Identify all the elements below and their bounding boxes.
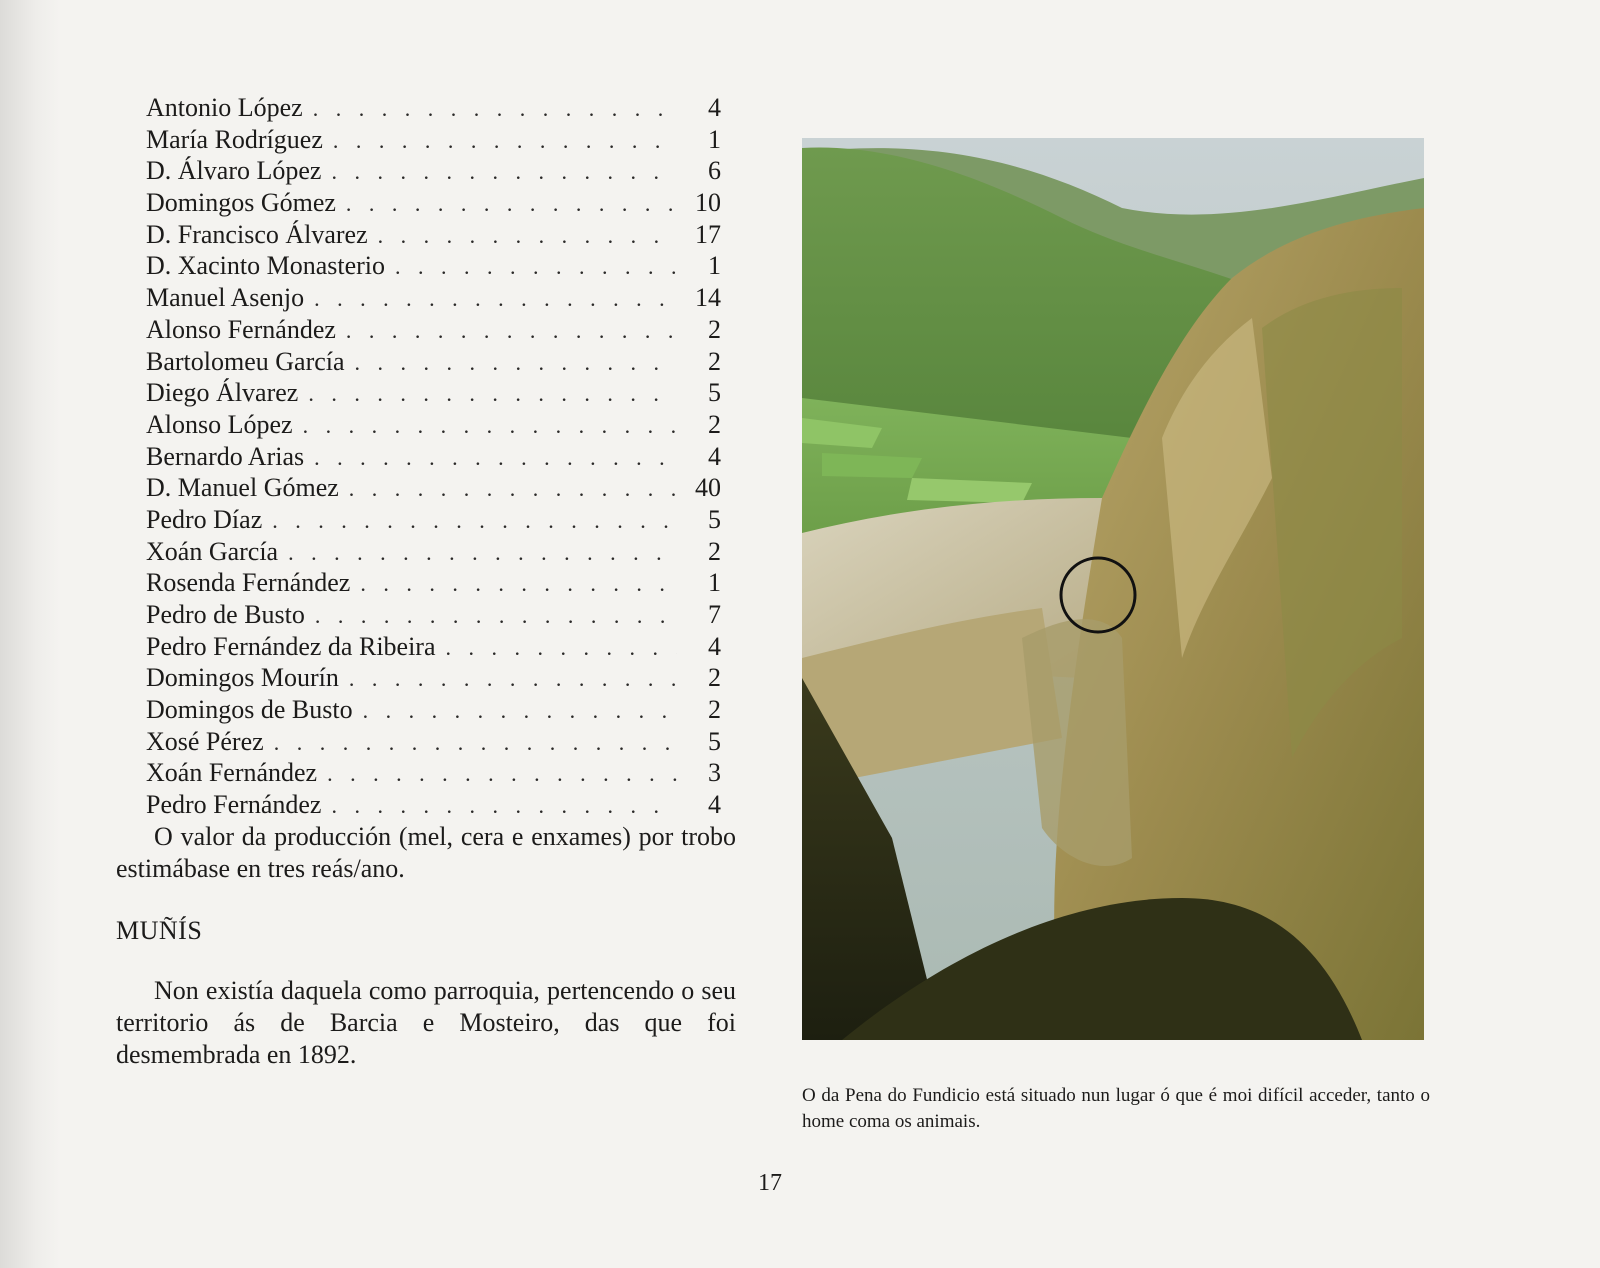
dot-leader bbox=[272, 505, 677, 537]
owner-name: D. Manuel Gómez bbox=[146, 473, 339, 503]
dot-leader bbox=[346, 315, 677, 347]
page-number: 17 bbox=[758, 1170, 782, 1196]
owner-name: Alonso López bbox=[146, 409, 293, 439]
dot-leader bbox=[331, 156, 677, 188]
dot-leader bbox=[314, 442, 677, 474]
hive-count: 2 bbox=[708, 314, 721, 344]
ledger-row bbox=[146, 314, 721, 346]
dot-leader bbox=[327, 758, 677, 790]
owner-name: Pedro Díaz bbox=[146, 504, 263, 534]
dot-leader bbox=[331, 790, 677, 822]
ledger-row bbox=[146, 124, 721, 156]
ledger-row bbox=[146, 631, 721, 663]
landscape-photo bbox=[802, 138, 1424, 1040]
owner-name: María Rodríguez bbox=[146, 124, 323, 154]
ledger-row bbox=[146, 694, 721, 726]
hive-count: 6 bbox=[708, 156, 721, 186]
ledger-row bbox=[146, 726, 721, 758]
dot-leader bbox=[308, 378, 677, 410]
owner-name: Xoán García bbox=[146, 536, 279, 566]
hive-count: 3 bbox=[708, 758, 721, 788]
dot-leader bbox=[360, 568, 677, 600]
hive-count: 2 bbox=[708, 346, 721, 376]
page-gutter-shadow bbox=[0, 0, 60, 1268]
owner-name: Domingos Gómez bbox=[146, 188, 336, 218]
ledger-row bbox=[146, 187, 721, 219]
hive-count: 14 bbox=[695, 283, 721, 313]
photo-caption: O da Pena do Fundicio está situado nun lugar ó que é moi difícil acceder, tanto o home coma os animais. bbox=[802, 1085, 1430, 1132]
owner-name: Diego Álvarez bbox=[146, 378, 299, 408]
owner-name: Pedro Fernández da Ribeira bbox=[146, 631, 436, 661]
dot-leader bbox=[378, 220, 677, 252]
ledger-row bbox=[146, 757, 721, 789]
ledger-row bbox=[146, 441, 721, 473]
dot-leader bbox=[446, 632, 677, 664]
dot-leader bbox=[288, 537, 677, 569]
owner-name: Domingos de Busto bbox=[146, 695, 353, 725]
ledger-row bbox=[146, 250, 721, 282]
dot-leader bbox=[303, 410, 677, 442]
left-text-column bbox=[116, 92, 736, 1071]
owner-name: Pedro Fernández bbox=[146, 790, 322, 820]
owner-name: Rosenda Fernández bbox=[146, 568, 351, 598]
ledger-row bbox=[146, 536, 721, 568]
hive-count: 5 bbox=[708, 504, 721, 534]
owner-name: Bernardo Arias bbox=[146, 441, 305, 471]
dot-leader bbox=[363, 695, 677, 727]
owner-name: Pedro de Busto bbox=[146, 600, 305, 629]
hive-count: 10 bbox=[695, 188, 721, 218]
owner-name: D. Xacinto Monasterio bbox=[146, 251, 386, 281]
dot-leader bbox=[346, 188, 677, 220]
owner-name: Manuel Asenjo bbox=[146, 283, 305, 313]
ledger-row bbox=[146, 789, 721, 821]
ledger-row bbox=[146, 346, 721, 378]
hive-count: 2 bbox=[708, 695, 721, 725]
hive-count: 4 bbox=[708, 441, 721, 471]
ledger-row bbox=[146, 662, 721, 694]
ledger-row bbox=[146, 377, 721, 409]
dot-leader bbox=[313, 93, 677, 125]
hive-count: 4 bbox=[708, 93, 721, 122]
ledger-row bbox=[146, 92, 721, 124]
dot-leader bbox=[349, 663, 677, 695]
hive-count: 7 bbox=[708, 600, 721, 629]
ledger-row bbox=[146, 219, 721, 251]
owner-name: Domingos Mourín bbox=[146, 663, 339, 693]
hive-count: 5 bbox=[708, 378, 721, 408]
hive-count: 5 bbox=[708, 726, 721, 756]
hive-count: 2 bbox=[708, 536, 721, 566]
dot-leader bbox=[355, 347, 677, 379]
owner-name: D. Álvaro López bbox=[146, 156, 322, 186]
dot-leader bbox=[314, 283, 677, 315]
ledger-row bbox=[146, 567, 721, 599]
owner-name: D. Francisco Álvarez bbox=[146, 219, 368, 249]
dot-leader bbox=[395, 251, 677, 283]
dot-leader bbox=[349, 473, 677, 505]
owner-name: Bartolomeu García bbox=[146, 346, 345, 376]
hive-count: 1 bbox=[708, 568, 721, 598]
ledger-row bbox=[146, 472, 721, 504]
hive-count: 2 bbox=[708, 409, 721, 439]
section-heading-munis: MUÑÍS bbox=[116, 915, 203, 945]
owner-name: Alonso Fernández bbox=[146, 314, 336, 344]
hive-count: 1 bbox=[708, 251, 721, 281]
hive-count: 1 bbox=[708, 124, 721, 154]
hive-count: 4 bbox=[708, 790, 721, 820]
hive-count: 17 bbox=[695, 219, 721, 249]
hive-count: 4 bbox=[708, 631, 721, 661]
owner-name: Xosé Pérez bbox=[146, 726, 264, 756]
beehive-owner-list bbox=[116, 92, 721, 821]
dot-leader bbox=[315, 600, 677, 632]
owner-name: Antonio López bbox=[146, 93, 303, 122]
section-body-munis: Non existía daquela como parroquia, pertencendo o seu territorio ás de Barcia e Mosteiro, das que foi desmembrada en 1892. bbox=[116, 975, 736, 1069]
ledger-row bbox=[146, 409, 721, 441]
hive-count: 40 bbox=[695, 473, 721, 503]
ledger-row bbox=[146, 282, 721, 314]
hive-count: 2 bbox=[708, 663, 721, 693]
ledger-row bbox=[146, 599, 721, 631]
ledger-row bbox=[146, 504, 721, 536]
owner-name: Xoán Fernández bbox=[146, 758, 318, 788]
ledger-row bbox=[146, 155, 721, 187]
dot-leader bbox=[274, 727, 677, 759]
production-note: O valor da producción (mel, cera e enxames) por trobo estimábase en tres reás/ano. bbox=[116, 821, 736, 883]
dot-leader bbox=[333, 125, 677, 157]
